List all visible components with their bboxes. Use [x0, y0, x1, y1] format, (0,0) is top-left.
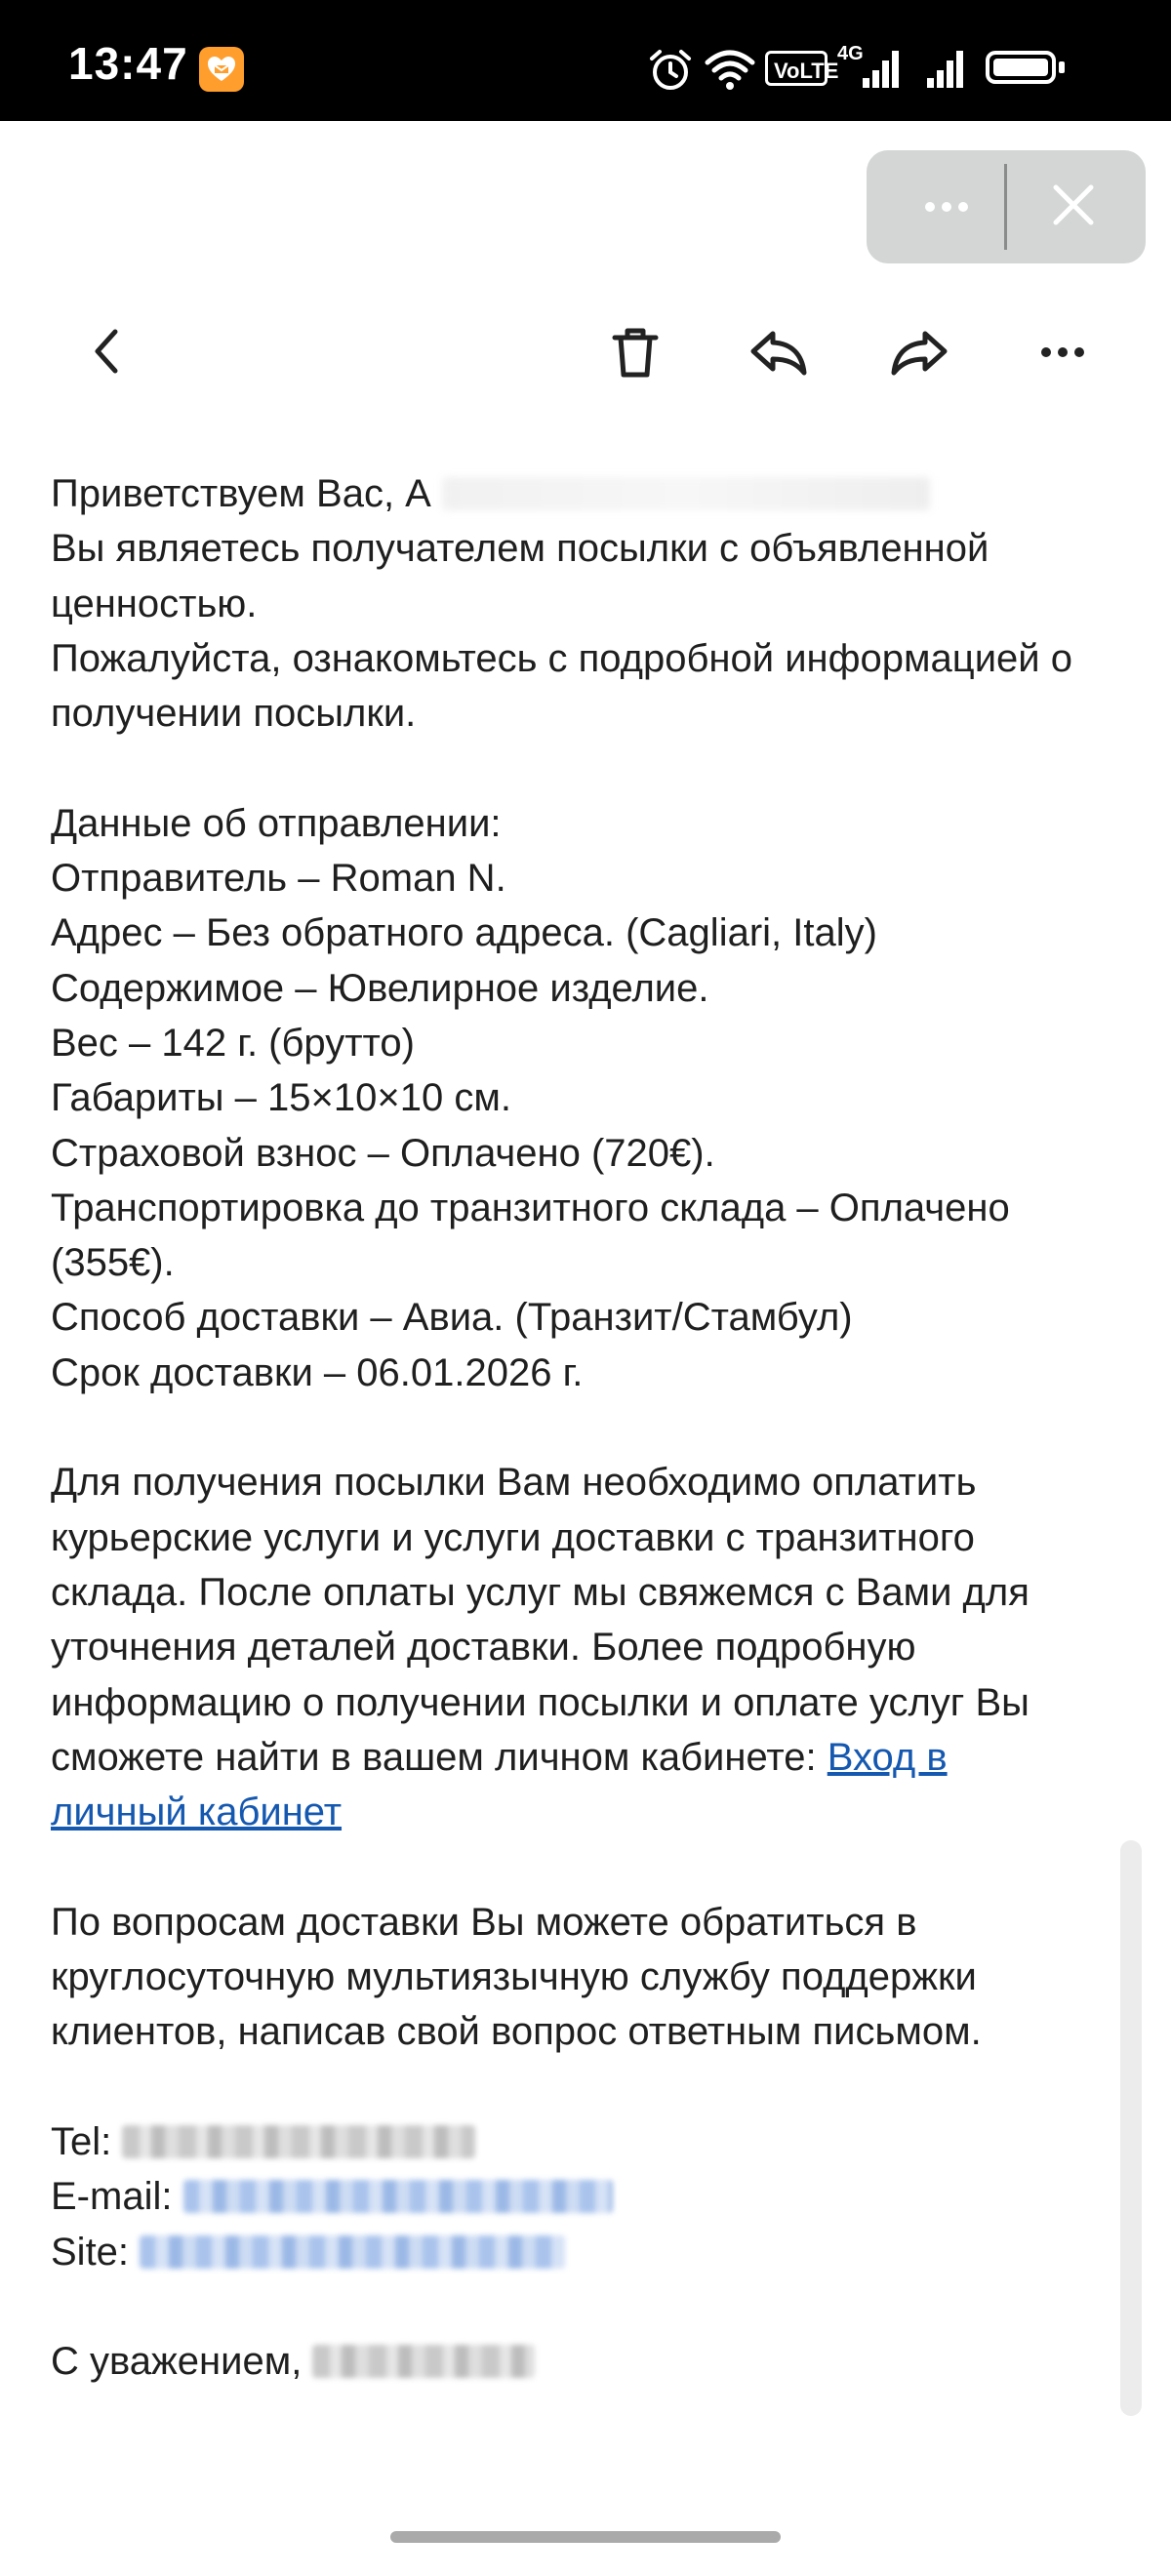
forward-button[interactable] — [886, 318, 954, 386]
reply-icon — [744, 318, 812, 386]
detail-contents: Содержимое – Ювелирное изделие. — [51, 966, 709, 1010]
more-button[interactable] — [1029, 318, 1097, 386]
delete-button[interactable] — [601, 318, 669, 386]
detail-dimensions: Габариты – 15×10×10 см. — [51, 1076, 511, 1120]
intro-paragraph-1: Вы являетесь получателем посылки с объявленной ценностью. — [51, 527, 989, 625]
detail-delivery-date: Срок доставки – 06.01.2026 г. — [51, 1350, 584, 1394]
close-icon — [1027, 178, 1120, 236]
overlay-divider — [1004, 164, 1007, 250]
redacted-phone — [122, 2125, 475, 2158]
network-type-label: 4G — [837, 43, 864, 64]
back-button[interactable] — [74, 318, 142, 386]
detail-insurance: Страховой взнос – Оплачено (720€). — [51, 1131, 715, 1175]
detail-weight: Вес – 142 г. (брутто) — [51, 1021, 415, 1065]
mail-app-icon — [199, 47, 244, 92]
home-gesture-bar[interactable] — [390, 2531, 781, 2543]
intro-paragraph-2: Пожалуйста, ознакомьтесь с подробной информацией о получении посылки. — [51, 636, 1072, 736]
signal-4g-icon — [835, 45, 904, 94]
more-horizontal-icon — [1029, 318, 1097, 386]
forward-icon — [886, 318, 954, 386]
payment-paragraph — [51, 1455, 1085, 1839]
contact-email — [51, 2169, 1085, 2224]
closing-line — [51, 2334, 1085, 2389]
closing-text: С уважением, — [51, 2340, 313, 2384]
reply-button[interactable] — [744, 318, 812, 386]
greeting-line — [51, 466, 1085, 521]
status-icons — [648, 45, 1107, 94]
redacted-recipient-name — [442, 477, 930, 510]
redacted-email-link[interactable] — [183, 2180, 613, 2213]
site-label: Site: — [51, 2230, 141, 2274]
overlay-close-button[interactable] — [1027, 178, 1120, 236]
status-time: 13:47 — [68, 38, 188, 89]
redacted-site-link[interactable] — [140, 2235, 565, 2269]
email-toolbar — [0, 302, 1171, 400]
overlay-controls — [867, 150, 1146, 263]
detail-address: Адрес – Без обратного адреса. (Cagliari, Italy) — [51, 911, 877, 955]
payment-text: Для получения посылки Вам необходимо оплатить курьерские услуги и услуги доставки с транзитного склада. После оплаты услуг мы свяжемся с Вами для уточнения деталей доставки. Более подробную информацию о получении посылки и оплате услуг Вы сможете найти в вашем личном кабинете: — [51, 1461, 1030, 1779]
support-paragraph: По вопросам доставки Вы можете обратиться в круглосуточную мультиязычную службу поддержки клиентов, написав свой вопрос ответным письмом. — [51, 1900, 982, 2054]
detail-delivery-method: Способ доставки – Авиа. (Транзит/Стамбул) — [51, 1296, 853, 1340]
signal-icon — [923, 45, 972, 94]
chevron-left-icon — [74, 318, 142, 386]
redacted-signature — [312, 2345, 535, 2378]
battery-icon — [986, 51, 1070, 88]
detail-sender: Отправитель – Roman N. — [51, 857, 506, 901]
email-label: E-mail: — [51, 2175, 183, 2219]
scrollbar[interactable] — [1120, 1840, 1142, 2416]
contact-site — [51, 2225, 1085, 2279]
status-bar — [0, 0, 1171, 121]
detail-transport: Транспортировка до транзитного склада – Оплачено (355€). — [51, 1186, 1010, 1285]
tel-label: Tel: — [51, 2119, 123, 2163]
trash-icon — [601, 318, 669, 386]
contact-tel — [51, 2114, 1085, 2169]
details-title: Данные об отправлении: — [51, 801, 502, 845]
alarm-icon — [648, 49, 693, 92]
greeting-text: Приветствуем Вас, А — [51, 472, 431, 515]
overlay-more-button[interactable] — [896, 178, 993, 236]
volte-icon: VoLTE — [765, 51, 828, 86]
wifi-icon — [705, 49, 755, 92]
cabinet-link[interactable]: Вход в личный кабинет — [51, 1735, 948, 1834]
email-body — [51, 466, 1085, 2389]
more-horizontal-icon — [896, 178, 993, 236]
